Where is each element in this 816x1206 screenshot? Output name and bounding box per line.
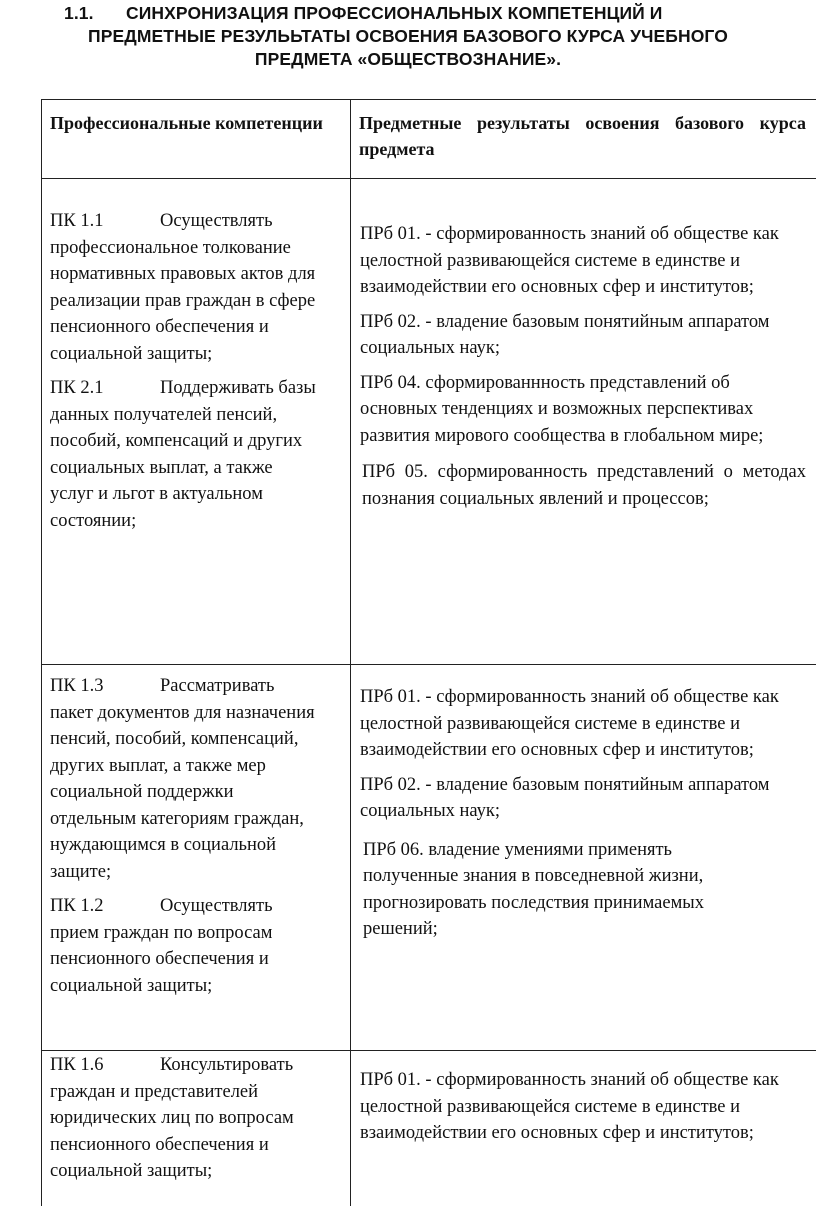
section-number: 1.1.	[64, 3, 94, 23]
table-row-2-results	[360, 684, 806, 943]
competency-code: ПК 1.1	[50, 211, 104, 231]
table-row-2-competencies	[50, 673, 318, 1007]
competency-code: ПК 2.1	[50, 378, 104, 398]
competency-text: Поддерживать базы данных получателей пенсий, пособий, компенсаций и других социальных выплат, а также услуг и льгот в актуальном состоянии;	[50, 378, 316, 531]
competency-item	[50, 1052, 336, 1185]
competency-item	[50, 208, 318, 367]
competency-item	[50, 673, 318, 885]
competency-text: Осуществлять профессиональное толкование нормативных правовых актов для реализации прав граждан в сфере пенсионного обеспечения и социальной защиты;	[50, 211, 316, 364]
table-row-1-results	[360, 221, 806, 512]
result-item: ПРб 06. владение умениями применять полученные знания в повседневной жизни, прогнозировать последствия принимаемых решений;	[363, 839, 704, 939]
result-item: ПРб 01. - сформированность знаний об обществе как целостной развивающейся системе в единстве и взаимодействии его основных сфер и институтов;	[360, 687, 779, 760]
heading-line-1: СИНХРОНИЗАЦИЯ ПРОФЕССИОНАЛЬНЫХ КОМПЕТЕНЦИЙ И	[126, 3, 663, 23]
column-header-competencies: Профессиональные компетенции	[50, 113, 323, 133]
competency-code: ПК 1.3	[50, 676, 104, 696]
result-item: ПРб 02. - владение базовым понятийным аппаратом социальных наук;	[360, 311, 770, 358]
result-item: ПРб 02. - владение базовым понятийным аппаратом социальных наук;	[360, 774, 770, 821]
result-item: ПРб 05. сформированность представлений о методах познания социальных явлений и процессов;	[362, 462, 806, 509]
column-header-results: Предметные результаты освоения базового курса предмета	[359, 113, 806, 159]
heading-line-2: ПРЕДМЕТНЫЕ РЕЗУЛЬЬТАТЫ ОСВОЕНИЯ БАЗОВОГО КУРСА УЧЕБНОГО	[88, 26, 728, 46]
result-item: ПРб 01. - сформированность знаний об обществе как целостной развивающейся системе в единстве и взаимодействии его основных сфер и институтов;	[360, 1070, 779, 1143]
competency-code: ПК 1.2	[50, 896, 104, 916]
heading-line-3: ПРЕДМЕТА «ОБЩЕСТВОЗНАНИЕ».	[254, 49, 562, 69]
competency-item	[50, 893, 318, 999]
result-item: ПРб 04. сформированнность представлений об основных тенденциях и возможных перспективах развития мирового сообщества в глобальном мире;	[360, 372, 764, 446]
section-heading	[0, 2, 816, 71]
competency-text: Осуществлять прием граждан по вопросам пенсионного обеспечения и социальной защиты;	[50, 896, 273, 996]
table-row-3-results	[360, 1067, 806, 1147]
table-row-1-competencies	[50, 208, 318, 542]
competency-item	[50, 375, 318, 534]
table-row-3-competencies	[50, 1052, 336, 1193]
competency-text: Консультировать граждан и представителей юридических лиц по вопросам пенсионного обеспечения и социальной защиты;	[50, 1055, 294, 1181]
result-item: ПРб 01. - сформированность знаний об обществе как целостной развивающейся системе в единстве и взаимодействии его основных сфер и институтов;	[360, 224, 779, 297]
competency-code: ПК 1.6	[50, 1055, 104, 1075]
competency-text: Рассматривать пакет документов для назначения пенсий, пособий, компенсаций, других выплат, а также мер социальной поддержки отдельным категориям граждан, нуждающимся в социальной защите;	[50, 676, 315, 882]
